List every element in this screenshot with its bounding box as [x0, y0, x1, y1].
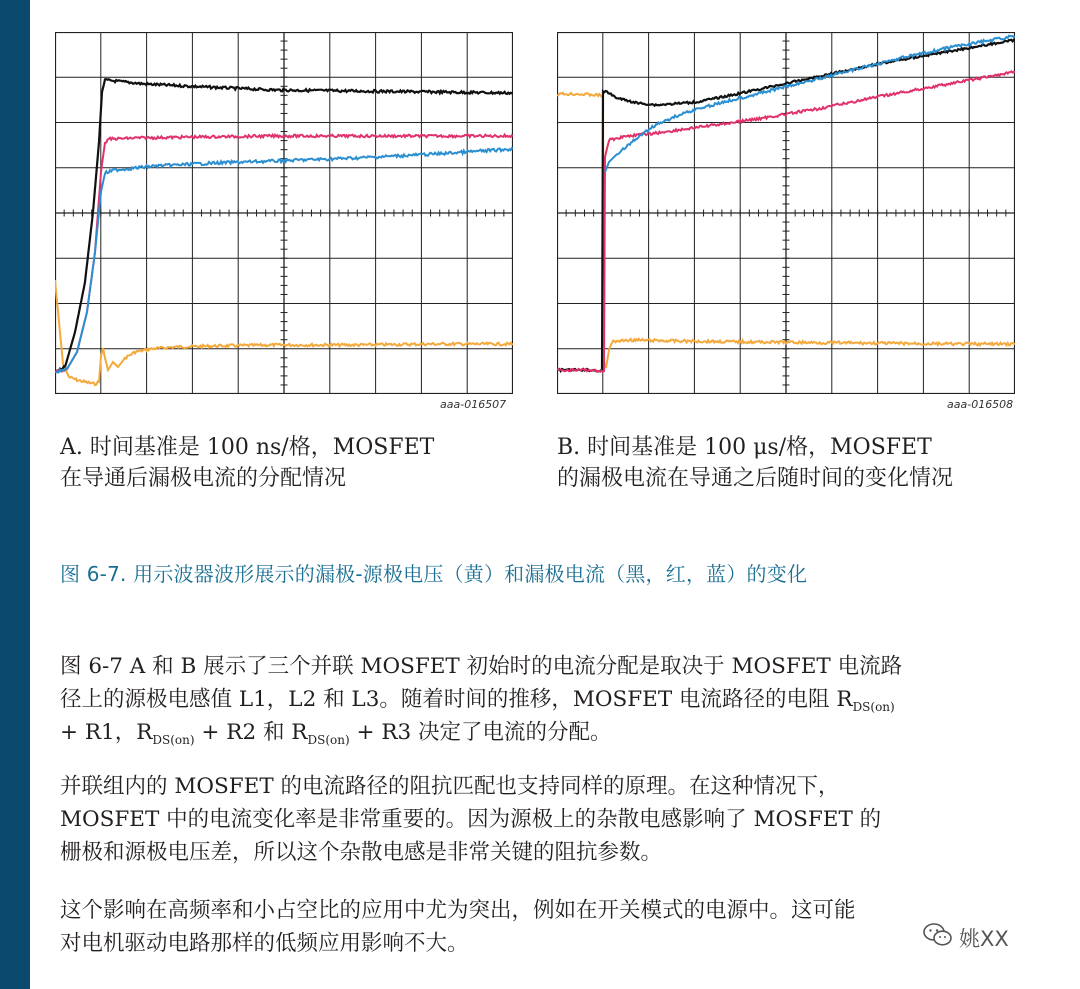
rds-on-subscript: DS(on) — [152, 733, 195, 747]
paragraph-1-line1: 图 6-7 A 和 B 展示了三个并联 MOSFET 初始时的电流分配是取决于 MOSFET 电流路 — [60, 654, 903, 679]
watermark — [923, 922, 1009, 953]
paragraph-1-line2-text: 径上的源极电感值 L1，L2 和 L3。随着时间的推移，MOSFET 电流路径的电阻 R — [60, 687, 853, 712]
paragraph-2-line2: MOSFET 中的电流变化率是非常重要的。因为源极上的杂散电感影响了 MOSFET 的 — [60, 807, 882, 832]
rds-on-subscript: DS(on) — [852, 700, 895, 714]
rds-on-subscript: DS(on) — [307, 733, 350, 747]
figure-a-caption-line2: 在导通后漏极电流的分配情况 — [60, 466, 347, 491]
paragraph-2-line1: 并联组内的 MOSFET 的电流路径的阻抗匹配也支持同样的原理。在这种情况下， — [60, 774, 840, 799]
figure-a-caption-line1: A. 时间基准是 100 ns/格，MOSFET — [60, 435, 435, 460]
figure-b-caption — [557, 432, 953, 494]
side-accent-bar — [0, 0, 30, 989]
watermark-text: 姚XX — [959, 926, 1009, 951]
paragraph-3-line1: 这个影响在高频率和小占空比的应用中尤为突出，例如在开关模式的电源中。这可能 — [60, 898, 856, 923]
figure-a-caption — [60, 432, 434, 494]
figure-b-ref: aaa-016508 — [947, 398, 1014, 411]
figure-b-caption-line1: B. 时间基准是 100 μs/格，MOSFET — [557, 435, 932, 460]
paragraph-1-line3 — [60, 716, 1050, 749]
paragraph-1-line3-a: + R1，R — [60, 720, 153, 745]
figure-title: 图 6-7. 用示波器波形展示的漏极-源极电压（黄）和漏极电流（黑，红，蓝）的变化 — [60, 562, 808, 586]
figure-b-caption-line2: 的漏极电流在导通之后随时间的变化情况 — [557, 466, 954, 491]
paragraph-1-line3-c: + R3 决定了电流的分配。 — [349, 720, 612, 745]
paragraph-2 — [60, 770, 1050, 869]
paragraph-3-line2: 对电机驱动电路那样的低频应用影响不大。 — [60, 931, 469, 956]
paragraph-1-line2 — [60, 683, 1050, 716]
oscilloscope-plot-b — [557, 32, 1015, 394]
figure-a-ref: aaa-016507 — [440, 398, 507, 411]
paragraph-3 — [60, 894, 1050, 960]
oscilloscope-plot-a — [55, 32, 513, 394]
wechat-icon — [923, 922, 953, 953]
paragraph-1-line3-b: + R2 和 R — [194, 720, 308, 745]
paragraph-2-line3: 栅极和源极电压差，所以这个杂散电感是非常关键的阻抗参数。 — [60, 840, 663, 865]
paragraph-1 — [60, 650, 1050, 749]
